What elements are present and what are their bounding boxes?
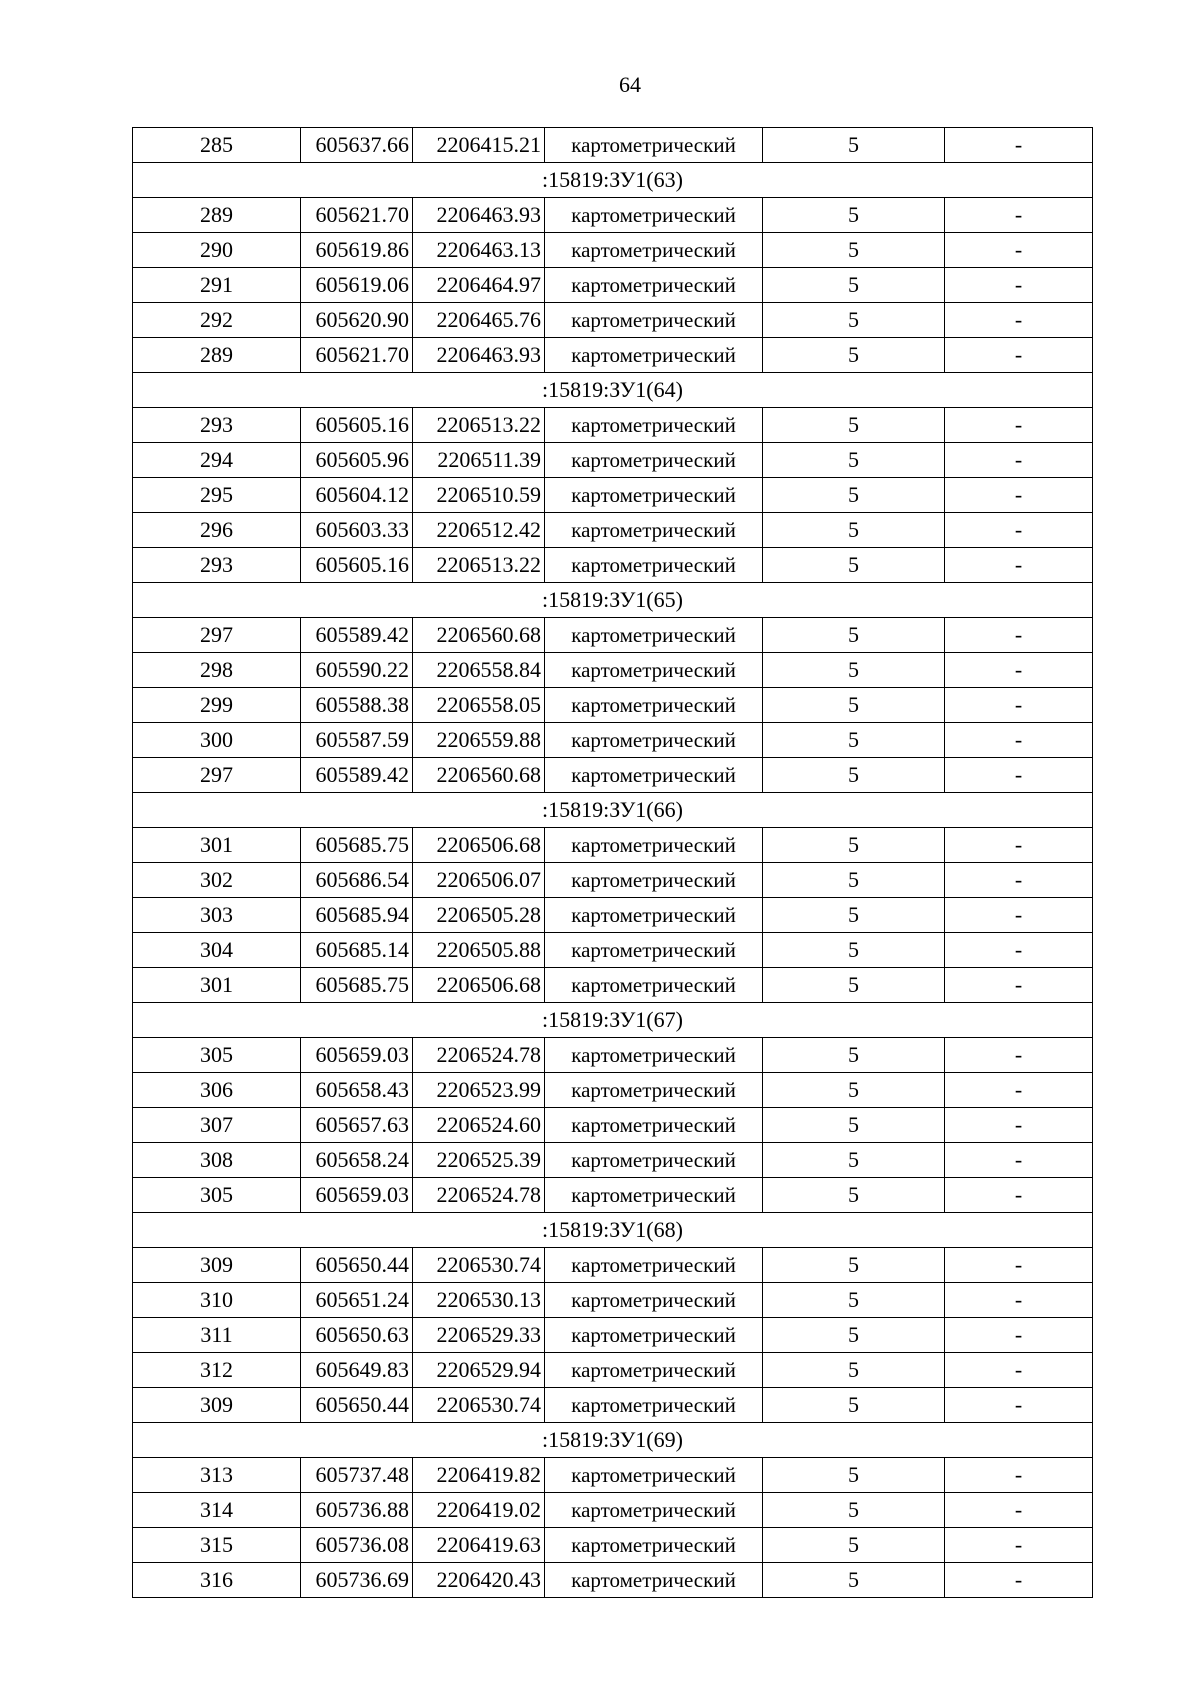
accuracy-cell: 5 [763, 688, 945, 723]
table-row [133, 303, 1093, 338]
accuracy-cell: 5 [763, 198, 945, 233]
accuracy-cell: 5 [763, 968, 945, 1003]
description-cell: - [945, 618, 1093, 653]
x-coordinate-cell: 605605.16 [301, 408, 413, 443]
x-coordinate-cell: 605685.14 [301, 933, 413, 968]
x-coordinate-cell: 605650.63 [301, 1318, 413, 1353]
y-coordinate-cell: 2206506.07 [413, 863, 545, 898]
section-label: :15819:ЗУ1(67) [133, 1003, 1093, 1038]
y-coordinate-cell: 2206463.93 [413, 198, 545, 233]
x-coordinate-cell: 605686.54 [301, 863, 413, 898]
description-cell: - [945, 1318, 1093, 1353]
x-coordinate-cell: 605736.08 [301, 1528, 413, 1563]
description-cell: - [945, 1493, 1093, 1528]
section-header-row [133, 373, 1093, 408]
method-cell: картометрический [545, 1283, 763, 1318]
x-coordinate-cell: 605603.33 [301, 513, 413, 548]
point-number-cell: 295 [133, 478, 301, 513]
y-coordinate-cell: 2206506.68 [413, 968, 545, 1003]
x-coordinate-cell: 605659.03 [301, 1038, 413, 1073]
description-cell: - [945, 408, 1093, 443]
point-number-cell: 302 [133, 863, 301, 898]
y-coordinate-cell: 2206524.78 [413, 1038, 545, 1073]
point-number-cell: 315 [133, 1528, 301, 1563]
table-row [133, 1563, 1093, 1598]
y-coordinate-cell: 2206525.39 [413, 1143, 545, 1178]
section-header-row [133, 1213, 1093, 1248]
description-cell: - [945, 1528, 1093, 1563]
y-coordinate-cell: 2206464.97 [413, 268, 545, 303]
point-number-cell: 301 [133, 828, 301, 863]
accuracy-cell: 5 [763, 828, 945, 863]
description-cell: - [945, 933, 1093, 968]
accuracy-cell: 5 [763, 1178, 945, 1213]
x-coordinate-cell: 605589.42 [301, 758, 413, 793]
table-row [133, 338, 1093, 373]
point-number-cell: 305 [133, 1038, 301, 1073]
point-number-cell: 311 [133, 1318, 301, 1353]
accuracy-cell: 5 [763, 1458, 945, 1493]
x-coordinate-cell: 605736.69 [301, 1563, 413, 1598]
method-cell: картометрический [545, 1318, 763, 1353]
point-number-cell: 303 [133, 898, 301, 933]
method-cell: картометрический [545, 1493, 763, 1528]
description-cell: - [945, 233, 1093, 268]
description-cell: - [945, 828, 1093, 863]
description-cell: - [945, 303, 1093, 338]
x-coordinate-cell: 605588.38 [301, 688, 413, 723]
y-coordinate-cell: 2206523.99 [413, 1073, 545, 1108]
table-row [133, 1108, 1093, 1143]
section-label: :15819:ЗУ1(69) [133, 1423, 1093, 1458]
x-coordinate-cell: 605621.70 [301, 338, 413, 373]
point-number-cell: 309 [133, 1248, 301, 1283]
y-coordinate-cell: 2206558.05 [413, 688, 545, 723]
x-coordinate-cell: 605657.63 [301, 1108, 413, 1143]
description-cell: - [945, 653, 1093, 688]
y-coordinate-cell: 2206506.68 [413, 828, 545, 863]
table-row [133, 1143, 1093, 1178]
table-row [133, 1178, 1093, 1213]
table-row [133, 653, 1093, 688]
table-row [133, 268, 1093, 303]
page-number: 64 [619, 72, 641, 97]
method-cell: картометрический [545, 968, 763, 1003]
section-header-row [133, 793, 1093, 828]
table-row [133, 443, 1093, 478]
method-cell: картометрический [545, 828, 763, 863]
method-cell: картометрический [545, 443, 763, 478]
section-header-row [133, 583, 1093, 618]
section-header-row [133, 1003, 1093, 1038]
method-cell: картометрический [545, 618, 763, 653]
table-row [133, 233, 1093, 268]
point-number-cell: 285 [133, 128, 301, 163]
accuracy-cell: 5 [763, 128, 945, 163]
y-coordinate-cell: 2206559.88 [413, 723, 545, 758]
y-coordinate-cell: 2206512.42 [413, 513, 545, 548]
description-cell: - [945, 478, 1093, 513]
table-row [133, 828, 1093, 863]
table-row [133, 1493, 1093, 1528]
y-coordinate-cell: 2206529.94 [413, 1353, 545, 1388]
method-cell: картометрический [545, 233, 763, 268]
method-cell: картометрический [545, 723, 763, 758]
table-row [133, 1353, 1093, 1388]
point-number-cell: 294 [133, 443, 301, 478]
y-coordinate-cell: 2206419.63 [413, 1528, 545, 1563]
point-number-cell: 310 [133, 1283, 301, 1318]
y-coordinate-cell: 2206419.02 [413, 1493, 545, 1528]
method-cell: картометрический [545, 128, 763, 163]
x-coordinate-cell: 605685.94 [301, 898, 413, 933]
table-row [133, 1388, 1093, 1423]
method-cell: картометрический [545, 1563, 763, 1598]
point-number-cell: 293 [133, 408, 301, 443]
accuracy-cell: 5 [763, 1248, 945, 1283]
table-row [133, 968, 1093, 1003]
point-number-cell: 296 [133, 513, 301, 548]
point-number-cell: 297 [133, 618, 301, 653]
accuracy-cell: 5 [763, 548, 945, 583]
table-row [133, 1318, 1093, 1353]
y-coordinate-cell: 2206560.68 [413, 618, 545, 653]
table-row [133, 688, 1093, 723]
point-number-cell: 308 [133, 1143, 301, 1178]
point-number-cell: 291 [133, 268, 301, 303]
x-coordinate-cell: 605658.24 [301, 1143, 413, 1178]
description-cell: - [945, 1248, 1093, 1283]
coordinates-table [132, 127, 1093, 1598]
table-row [133, 1458, 1093, 1493]
accuracy-cell: 5 [763, 1353, 945, 1388]
accuracy-cell: 5 [763, 513, 945, 548]
method-cell: картометрический [545, 338, 763, 373]
description-cell: - [945, 268, 1093, 303]
accuracy-cell: 5 [763, 1283, 945, 1318]
point-number-cell: 297 [133, 758, 301, 793]
description-cell: - [945, 1178, 1093, 1213]
y-coordinate-cell: 2206530.74 [413, 1248, 545, 1283]
point-number-cell: 312 [133, 1353, 301, 1388]
method-cell: картометрический [545, 1143, 763, 1178]
x-coordinate-cell: 605621.70 [301, 198, 413, 233]
x-coordinate-cell: 605649.83 [301, 1353, 413, 1388]
method-cell: картометрический [545, 478, 763, 513]
description-cell: - [945, 513, 1093, 548]
x-coordinate-cell: 605650.44 [301, 1388, 413, 1423]
accuracy-cell: 5 [763, 653, 945, 688]
y-coordinate-cell: 2206560.68 [413, 758, 545, 793]
point-number-cell: 314 [133, 1493, 301, 1528]
y-coordinate-cell: 2206510.59 [413, 478, 545, 513]
point-number-cell: 293 [133, 548, 301, 583]
accuracy-cell: 5 [763, 723, 945, 758]
point-number-cell: 313 [133, 1458, 301, 1493]
description-cell: - [945, 1283, 1093, 1318]
x-coordinate-cell: 605590.22 [301, 653, 413, 688]
table-row [133, 758, 1093, 793]
accuracy-cell: 5 [763, 933, 945, 968]
x-coordinate-cell: 605620.90 [301, 303, 413, 338]
description-cell: - [945, 723, 1093, 758]
method-cell: картометрический [545, 1458, 763, 1493]
table-row [133, 1073, 1093, 1108]
y-coordinate-cell: 2206420.43 [413, 1563, 545, 1598]
description-cell: - [945, 758, 1093, 793]
method-cell: картометрический [545, 758, 763, 793]
accuracy-cell: 5 [763, 863, 945, 898]
x-coordinate-cell: 605685.75 [301, 828, 413, 863]
table-row [133, 863, 1093, 898]
point-number-cell: 306 [133, 1073, 301, 1108]
point-number-cell: 298 [133, 653, 301, 688]
method-cell: картометрический [545, 933, 763, 968]
x-coordinate-cell: 605658.43 [301, 1073, 413, 1108]
description-cell: - [945, 1458, 1093, 1493]
method-cell: картометрический [545, 898, 763, 933]
x-coordinate-cell: 605587.59 [301, 723, 413, 758]
accuracy-cell: 5 [763, 1108, 945, 1143]
accuracy-cell: 5 [763, 898, 945, 933]
accuracy-cell: 5 [763, 268, 945, 303]
description-cell: - [945, 548, 1093, 583]
method-cell: картометрический [545, 1248, 763, 1283]
method-cell: картометрический [545, 303, 763, 338]
point-number-cell: 292 [133, 303, 301, 338]
x-coordinate-cell: 605604.12 [301, 478, 413, 513]
description-cell: - [945, 863, 1093, 898]
description-cell: - [945, 443, 1093, 478]
method-cell: картометрический [545, 513, 763, 548]
coordinates-table-body [133, 128, 1093, 1598]
table-row [133, 1528, 1093, 1563]
table-row [133, 548, 1093, 583]
table-row [133, 1283, 1093, 1318]
method-cell: картометрический [545, 198, 763, 233]
method-cell: картометрический [545, 1178, 763, 1213]
y-coordinate-cell: 2206513.22 [413, 548, 545, 583]
accuracy-cell: 5 [763, 338, 945, 373]
table-row [133, 1248, 1093, 1283]
method-cell: картометрический [545, 1353, 763, 1388]
description-cell: - [945, 1108, 1093, 1143]
accuracy-cell: 5 [763, 1388, 945, 1423]
y-coordinate-cell: 2206529.33 [413, 1318, 545, 1353]
description-cell: - [945, 1143, 1093, 1178]
table-row [133, 408, 1093, 443]
table-row [133, 898, 1093, 933]
point-number-cell: 316 [133, 1563, 301, 1598]
y-coordinate-cell: 2206463.13 [413, 233, 545, 268]
method-cell: картометрический [545, 863, 763, 898]
point-number-cell: 309 [133, 1388, 301, 1423]
table-row [133, 618, 1093, 653]
table-row [133, 933, 1093, 968]
section-label: :15819:ЗУ1(64) [133, 373, 1093, 408]
y-coordinate-cell: 2206505.88 [413, 933, 545, 968]
section-header-row [133, 1423, 1093, 1458]
method-cell: картометрический [545, 1528, 763, 1563]
x-coordinate-cell: 605619.06 [301, 268, 413, 303]
y-coordinate-cell: 2206419.82 [413, 1458, 545, 1493]
x-coordinate-cell: 605605.16 [301, 548, 413, 583]
accuracy-cell: 5 [763, 1493, 945, 1528]
point-number-cell: 304 [133, 933, 301, 968]
x-coordinate-cell: 605650.44 [301, 1248, 413, 1283]
table-row [133, 478, 1093, 513]
table-row [133, 1038, 1093, 1073]
accuracy-cell: 5 [763, 233, 945, 268]
description-cell: - [945, 1563, 1093, 1598]
accuracy-cell: 5 [763, 758, 945, 793]
description-cell: - [945, 968, 1093, 1003]
x-coordinate-cell: 605651.24 [301, 1283, 413, 1318]
method-cell: картометрический [545, 1108, 763, 1143]
point-number-cell: 305 [133, 1178, 301, 1213]
method-cell: картометрический [545, 1388, 763, 1423]
method-cell: картометрический [545, 1038, 763, 1073]
accuracy-cell: 5 [763, 1528, 945, 1563]
y-coordinate-cell: 2206463.93 [413, 338, 545, 373]
accuracy-cell: 5 [763, 408, 945, 443]
section-label: :15819:ЗУ1(65) [133, 583, 1093, 618]
description-cell: - [945, 688, 1093, 723]
y-coordinate-cell: 2206511.39 [413, 443, 545, 478]
y-coordinate-cell: 2206530.74 [413, 1388, 545, 1423]
y-coordinate-cell: 2206558.84 [413, 653, 545, 688]
y-coordinate-cell: 2206465.76 [413, 303, 545, 338]
method-cell: картометрический [545, 1073, 763, 1108]
description-cell: - [945, 1038, 1093, 1073]
description-cell: - [945, 898, 1093, 933]
description-cell: - [945, 1073, 1093, 1108]
accuracy-cell: 5 [763, 478, 945, 513]
y-coordinate-cell: 2206505.28 [413, 898, 545, 933]
x-coordinate-cell: 605605.96 [301, 443, 413, 478]
point-number-cell: 289 [133, 198, 301, 233]
method-cell: картометрический [545, 548, 763, 583]
accuracy-cell: 5 [763, 1318, 945, 1353]
section-label: :15819:ЗУ1(63) [133, 163, 1093, 198]
point-number-cell: 289 [133, 338, 301, 373]
point-number-cell: 301 [133, 968, 301, 1003]
accuracy-cell: 5 [763, 1143, 945, 1178]
method-cell: картометрический [545, 688, 763, 723]
point-number-cell: 299 [133, 688, 301, 723]
method-cell: картометрический [545, 268, 763, 303]
table-row [133, 128, 1093, 163]
description-cell: - [945, 1353, 1093, 1388]
description-cell: - [945, 198, 1093, 233]
method-cell: картометрический [545, 408, 763, 443]
point-number-cell: 300 [133, 723, 301, 758]
accuracy-cell: 5 [763, 443, 945, 478]
y-coordinate-cell: 2206524.78 [413, 1178, 545, 1213]
section-label: :15819:ЗУ1(66) [133, 793, 1093, 828]
accuracy-cell: 5 [763, 303, 945, 338]
description-cell: - [945, 1388, 1093, 1423]
y-coordinate-cell: 2206530.13 [413, 1283, 545, 1318]
x-coordinate-cell: 605637.66 [301, 128, 413, 163]
section-label: :15819:ЗУ1(68) [133, 1213, 1093, 1248]
x-coordinate-cell: 605736.88 [301, 1493, 413, 1528]
x-coordinate-cell: 605659.03 [301, 1178, 413, 1213]
point-number-cell: 290 [133, 233, 301, 268]
accuracy-cell: 5 [763, 1563, 945, 1598]
x-coordinate-cell: 605619.86 [301, 233, 413, 268]
method-cell: картометрический [545, 653, 763, 688]
table-row [133, 513, 1093, 548]
table-row [133, 198, 1093, 233]
x-coordinate-cell: 605737.48 [301, 1458, 413, 1493]
accuracy-cell: 5 [763, 1073, 945, 1108]
accuracy-cell: 5 [763, 618, 945, 653]
point-number-cell: 307 [133, 1108, 301, 1143]
y-coordinate-cell: 2206415.21 [413, 128, 545, 163]
x-coordinate-cell: 605589.42 [301, 618, 413, 653]
description-cell: - [945, 128, 1093, 163]
y-coordinate-cell: 2206524.60 [413, 1108, 545, 1143]
x-coordinate-cell: 605685.75 [301, 968, 413, 1003]
table-row [133, 723, 1093, 758]
description-cell: - [945, 338, 1093, 373]
accuracy-cell: 5 [763, 1038, 945, 1073]
y-coordinate-cell: 2206513.22 [413, 408, 545, 443]
section-header-row [133, 163, 1093, 198]
